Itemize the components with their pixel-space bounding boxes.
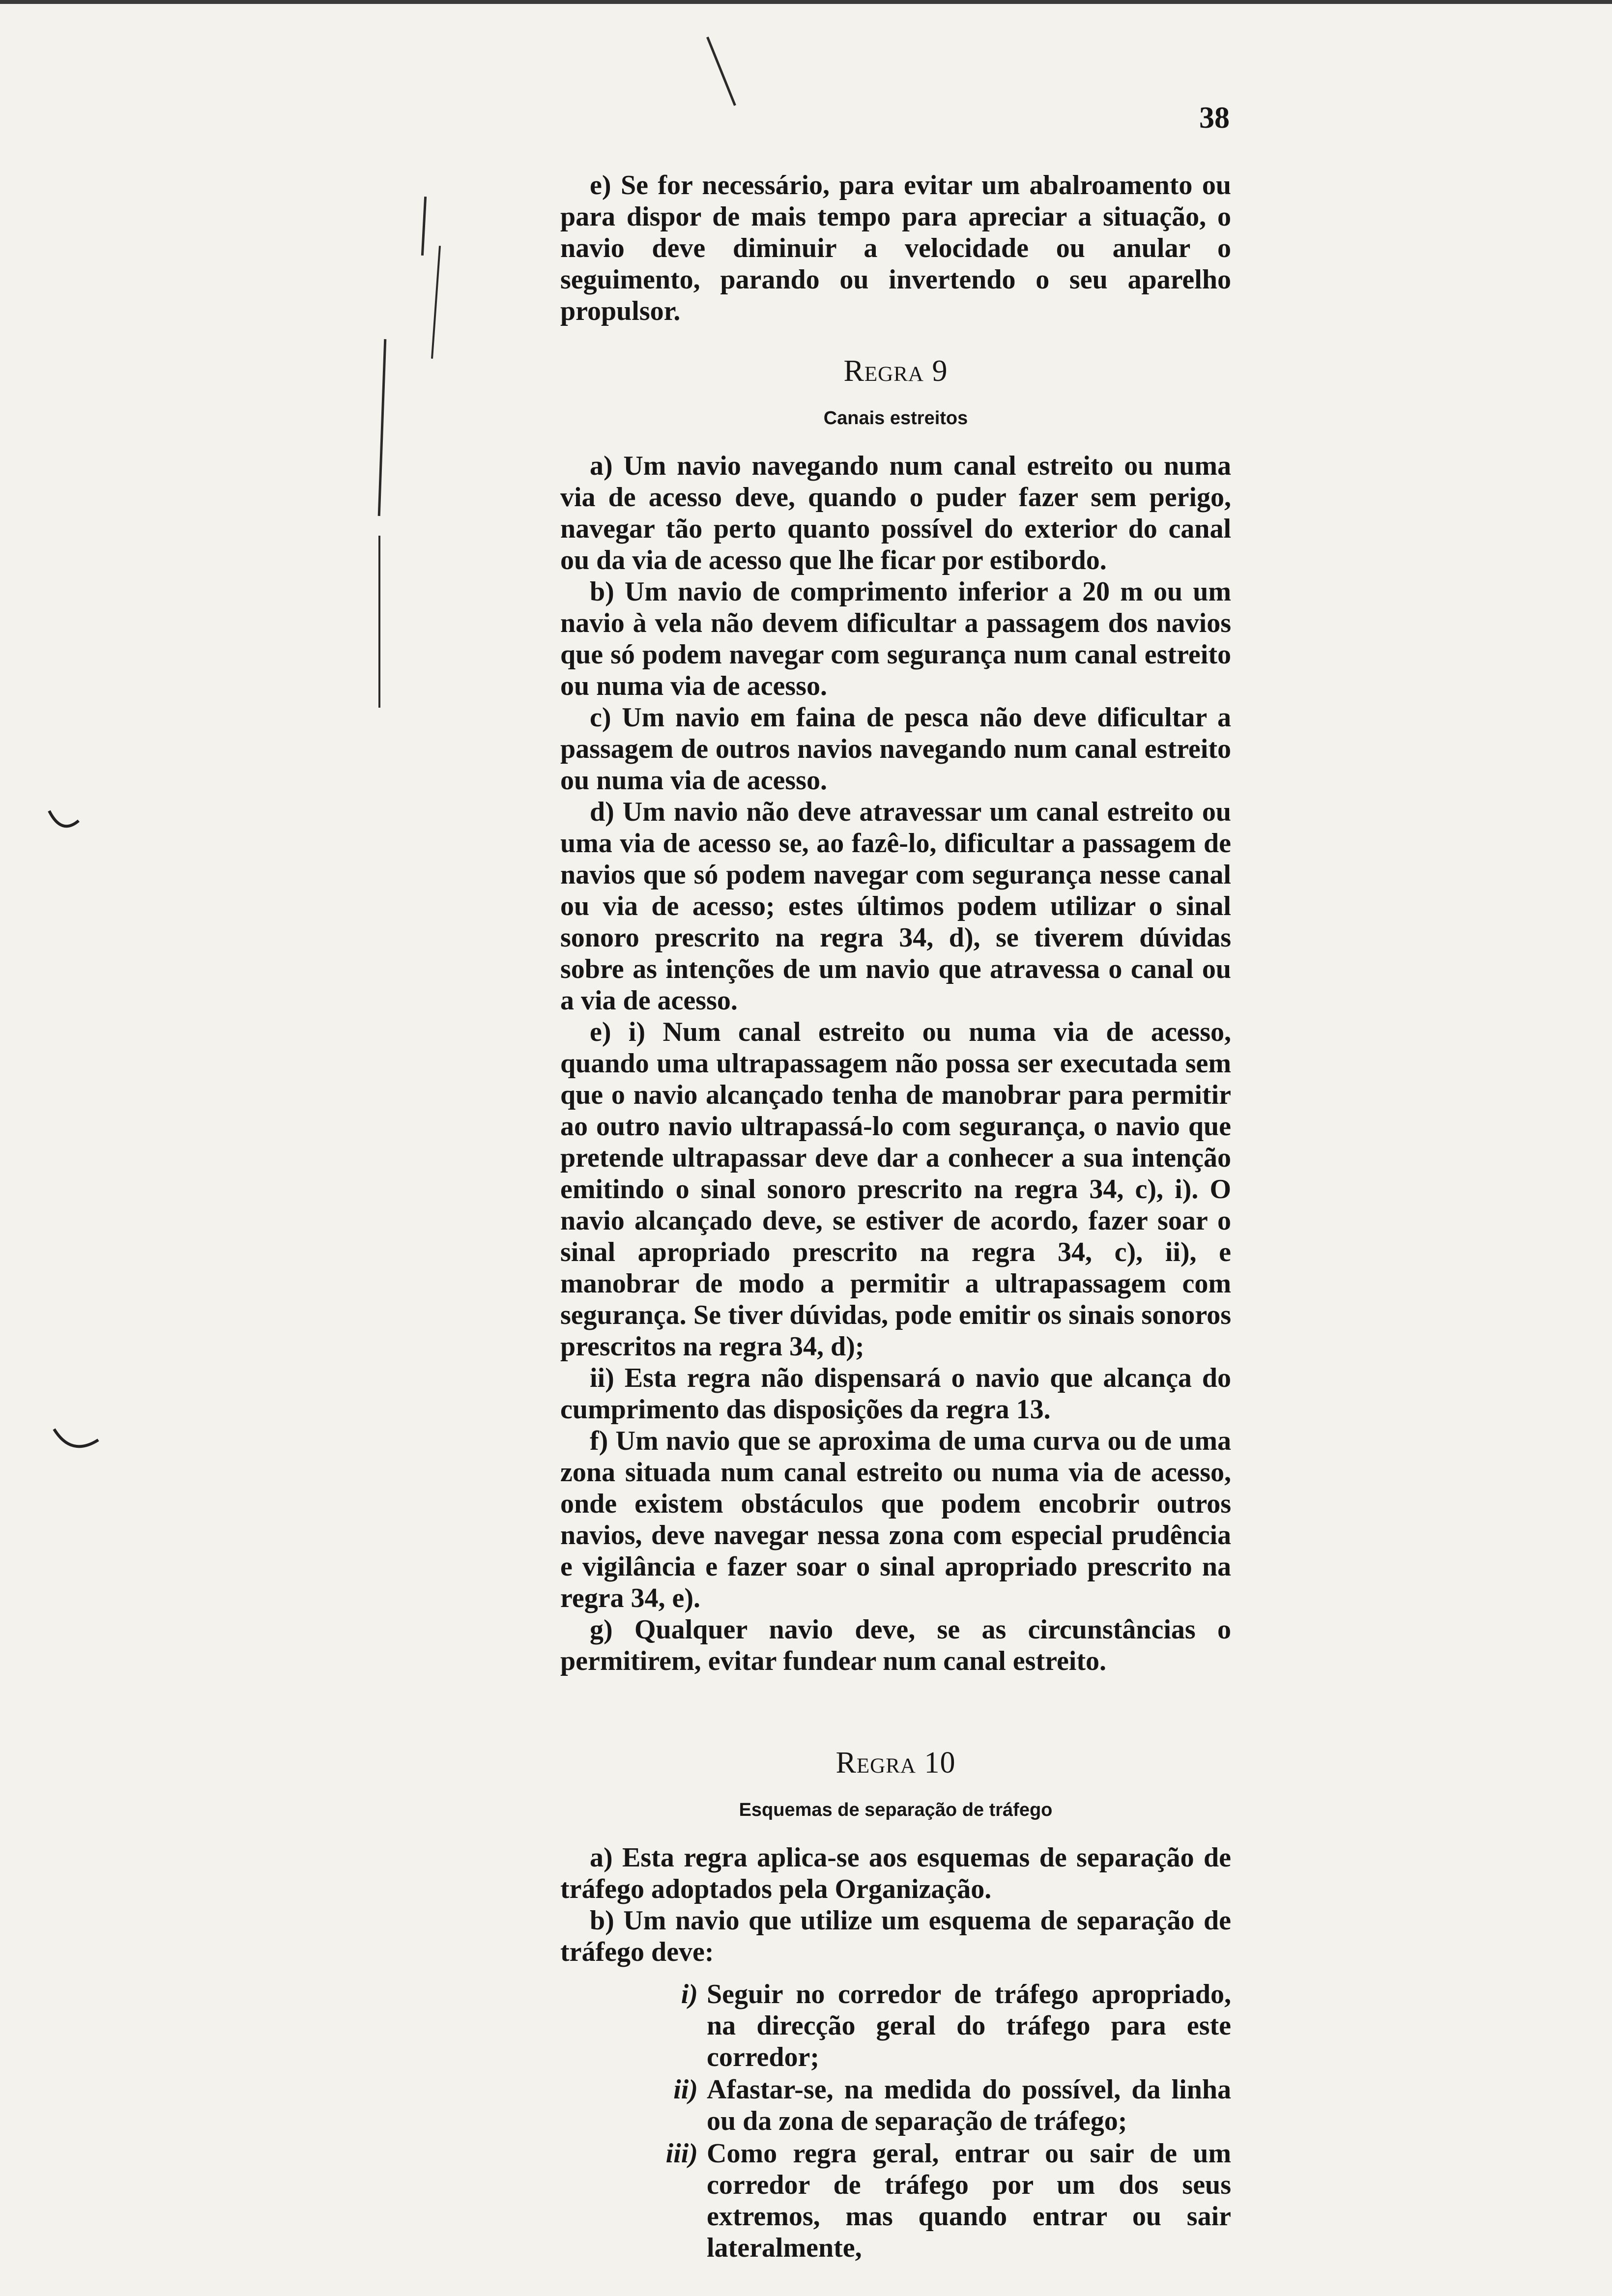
rule-9-paragraph: a) Um navio navegando num canal estreito ou numa via de acesso deve, quando o puder fazer sem perigo, navegar tão perto quanto possível do exterior do canal ou da via de acesso que lhe ficar por estibordo. — [560, 451, 1231, 575]
sublist-item — [624, 1979, 1231, 2073]
scan-top-edge — [0, 0, 1612, 4]
rule-10-sublist — [560, 1979, 1231, 2264]
scan-mark — [421, 197, 427, 256]
scan-mark — [706, 37, 736, 106]
page-content — [560, 170, 1231, 2264]
scan-bracket-mark — [52, 1425, 101, 1460]
rule-9-paragraph: ii) Esta regra não dispensará o navio que alcança do cumprimento das disposições da regra 13. — [560, 1363, 1231, 1425]
rule-9-paragraph: b) Um navio de comprimento inferior a 20 m ou um navio à vela não devem dificultar a passagem dos navios que só podem navegar com segurança num canal estreito ou numa via de acesso. — [560, 576, 1231, 701]
rule-9-paragraph: e) i) Num canal estreito ou numa via de acesso, quando uma ultrapassagem não possa ser executada sem que o navio alcançado tenha de manobrar para permitir ao outro navio ultrapassá-lo com segurança, o navio que pretende ultrapassar deve dar a conhecer a sua intenção emitindo o sinal sonoro prescrito na regra 34, c), i). O navio alcançado deve, se estiver de acordo, fazer soar o sinal apropriado prescrito na regra 34, c), ii), e manobrar de modo a permitir a ultrapassagem com segurança. Se tiver dúvidas, pode emitir os sinais sonoros prescritos na regra 34, d); — [560, 1017, 1231, 1362]
intro-paragraph: e) Se for necessário, para evitar um abalroamento ou para dispor de mais tempo para apreciar a situação, o navio deve diminuir a velocidade ou anular o seguimento, parando ou invertendo o seu aparelho propulsor. — [560, 170, 1231, 326]
rule-10-paragraph: a) Esta regra aplica-se aos esquemas de separação de tráfego adoptados pela Organização. — [560, 1842, 1231, 1904]
rule-10-title: Regra 10 — [835, 1746, 956, 1779]
sublist-item-number: iii) — [665, 2138, 698, 2169]
section-gap — [560, 1677, 1231, 1711]
sublist-item-text: Afastar-se, na medida do possível, da linha ou da zona de separação de tráfego; — [707, 2074, 1231, 2136]
scan-mark — [431, 246, 441, 359]
rule-9-subtitle: Canais estreitos — [823, 408, 968, 429]
sublist-item-text: Como regra geral, entrar ou sair de um corredor de tráfego por um dos seus extremos, mas quando entrar ou sair lateralmente, — [707, 2138, 1231, 2263]
scan-mark — [378, 339, 387, 516]
scan-bracket-mark — [47, 806, 81, 840]
scan-mark — [378, 536, 380, 708]
rule-9-paragraph: g) Qualquer navio deve, se as circunstâncias o permitirem, evitar fundear num canal estreito. — [560, 1614, 1231, 1676]
sublist-item-text: Seguir no corredor de tráfego apropriado, na direcção geral do tráfego para este corredor; — [707, 1979, 1231, 2072]
rule-10-paragraph: b) Um navio que utilize um esquema de separação de tráfego deve: — [560, 1905, 1231, 1967]
rule-9-paragraph: f) Um navio que se aproxima de uma curva ou de uma zona situada num canal estreito ou numa via de acesso, onde existem obstáculos que podem encobrir outros navios, deve navegar nessa zona com especial prudência e vigilância e fazer soar o sinal apropriado prescrito na regra 34, e). — [560, 1426, 1231, 1613]
rule-9-paragraph: d) Um navio não deve atravessar um canal estreito ou uma via de acesso se, ao fazê-lo, dificultar a passagem de navios que só podem navegar com segurança nesse canal ou via de acesso; estes últimos podem utilizar o sinal sonoro prescrito na regra 34, d), se tiverem dúvidas sobre as intenções de um navio que atravessa o canal ou a via de acesso. — [560, 797, 1231, 1016]
rule-9-title: Regra 9 — [843, 354, 948, 388]
rule-10-subtitle: Esquemas de separação de tráfego — [739, 1800, 1053, 1820]
sublist-item-number: ii) — [673, 2074, 698, 2105]
rule-9-paragraph: c) Um navio em faina de pesca não deve dificultar a passagem de outros navios navegando num canal estreito ou numa via de acesso. — [560, 702, 1231, 796]
sublist-item-number: i) — [681, 1979, 698, 2009]
sublist-item — [624, 2074, 1231, 2137]
page-number: 38 — [1199, 101, 1230, 135]
sublist-item — [624, 2138, 1231, 2264]
